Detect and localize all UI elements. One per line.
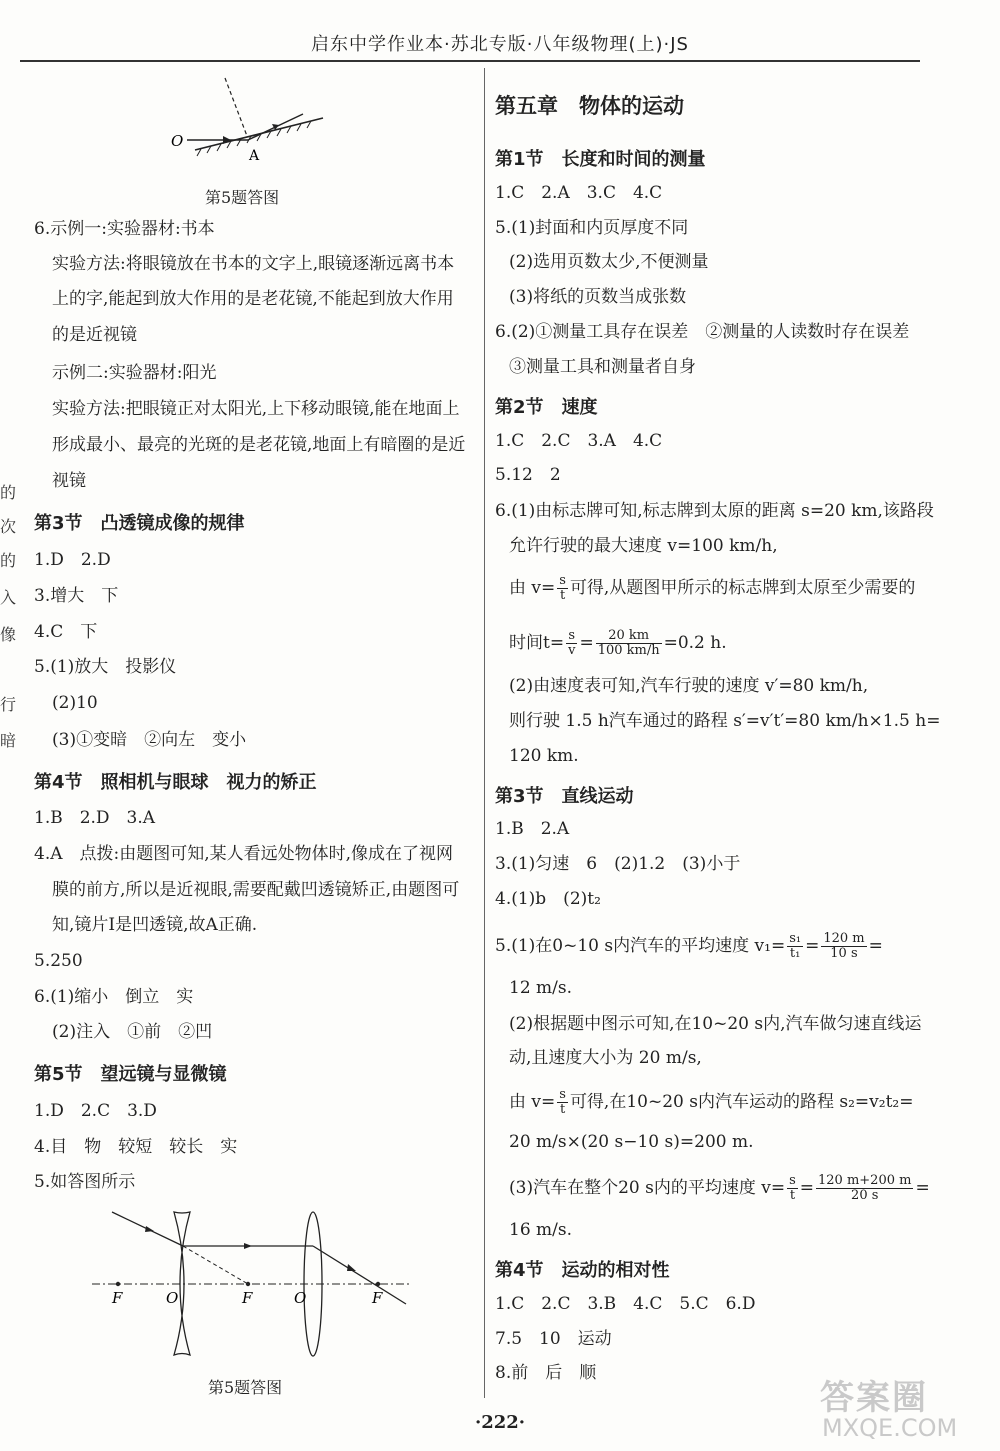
- answer-line: (2)10: [52, 693, 98, 713]
- chapter-title: 第五章 物体的运动: [495, 94, 684, 118]
- answer-line: 5.250: [34, 951, 83, 971]
- focus-label: F: [242, 1289, 253, 1307]
- section-title: 第5节 望远镜与显微镜: [34, 1064, 227, 1085]
- answer-line: 6.(2)①测量工具存在误差 ②测量的人读数时存在误差: [495, 322, 910, 342]
- answer-line: 7.5 10 运动: [495, 1329, 612, 1349]
- normal-line: [225, 78, 247, 136]
- running-header: 启东中学作业本·苏北专版·八年级物理(上)·JS: [311, 34, 689, 55]
- lens-diagram: [88, 1200, 418, 1360]
- formula-line: (3)汽车在整个20 s内的平均速度 v= $\frac{s}{t}$ = $\frac{120 m+200 m}{20 s}$ =: [509, 1173, 930, 1203]
- answer-line: (2)选用页数太少,不便测量: [509, 252, 709, 272]
- fraction: $\frac{20 km}{100 km/h}$: [597, 628, 660, 658]
- center-label: O: [166, 1289, 179, 1307]
- figure-caption: 第5题答图: [208, 1378, 283, 1397]
- edge-char: 的: [0, 551, 17, 570]
- section-title: 第1节 长度和时间的测量: [495, 149, 706, 170]
- answer-line: 1.D 2.D: [34, 550, 111, 570]
- answer-line: (3)将纸的页数当成张数: [509, 287, 687, 307]
- formula-line: 时间t= $\frac{s}{v}$ = $\frac{20 km}{100 km/h}$ =0.2 h.: [509, 628, 727, 658]
- answer-line: 1.C 2.C 3.A 4.C: [495, 431, 663, 451]
- edge-char: 像: [0, 625, 17, 644]
- answer-line: 6.示例一:实验器材:书本: [34, 219, 215, 239]
- answer-line: 实验方法:把眼镜正对太阳光,上下移动眼镜,能在地面上: [52, 399, 460, 419]
- section-title: 第4节 运动的相对性: [495, 1260, 670, 1281]
- section-title: 第3节 直线运动: [495, 786, 634, 807]
- edge-char: 入: [0, 588, 17, 607]
- point-a-label: A: [249, 148, 260, 164]
- answer-line: (2)由速度表可知,汽车行驶的速度 v′=80 km/h,: [509, 676, 869, 696]
- answer-line: 实验方法:将眼镜放在书本的文字上,眼镜逐渐远离书本: [52, 254, 455, 274]
- answer-line: 5.12 2: [495, 465, 561, 485]
- point-o-label: O: [171, 132, 184, 150]
- answer-line: (2)注入 ①前 ②凹: [52, 1022, 213, 1042]
- edge-char: 行: [0, 695, 17, 714]
- column-divider: [484, 68, 485, 1398]
- answer-line: 示例二:实验器材:阳光: [52, 363, 217, 383]
- answer-line: 6.(1)缩小 倒立 实: [34, 987, 194, 1007]
- watermark-logo: 答案圈: [820, 1378, 928, 1418]
- answer-line: 4.目 物 较短 较长 实: [34, 1137, 238, 1157]
- answer-line: 3.增大 下: [34, 586, 119, 606]
- answer-line: 1.C 2.C 3.B 4.C 5.C 6.D: [495, 1294, 756, 1314]
- answer-line: 1.D 2.C 3.D: [34, 1101, 157, 1121]
- center-label: O: [294, 1289, 307, 1307]
- fraction: $\frac{120 m}{10 s}$: [823, 931, 865, 961]
- answer-line: 允许行驶的最大速度 v=100 km/h,: [509, 536, 778, 556]
- reflection-diagram: [165, 70, 335, 170]
- answer-line: 5.如答图所示: [34, 1172, 136, 1192]
- watermark-url: MXQE.COM: [822, 1414, 958, 1442]
- fraction: $\frac{\text{s₁}}{\text{t₁}}$: [789, 931, 802, 961]
- mirror-surface: [195, 118, 323, 150]
- focus-label: F: [112, 1289, 123, 1307]
- header-rule: [20, 60, 920, 62]
- answer-line: 动,且速度大小为 20 m/s,: [509, 1048, 702, 1068]
- edge-char: 的: [0, 483, 17, 502]
- answer-line: 视镜: [52, 471, 86, 491]
- answer-line: 1.B 2.A: [495, 819, 570, 839]
- answer-line: 的是近视镜: [52, 325, 137, 345]
- answer-line: 16 m/s.: [509, 1220, 573, 1240]
- answer-line: 上的字,能起到放大作用的是老花镜,不能起到放大作用: [52, 289, 454, 309]
- answer-line: 8.前 后 顺: [495, 1363, 597, 1383]
- formula-line: 由 v= $\frac{s}{t}$ 可得,从题图甲所示的标志牌到太原至少需要的: [509, 573, 916, 603]
- answer-line: (3)①变暗 ②向左 变小: [52, 730, 247, 750]
- formula-line: 5.(1)在0~10 s内汽车的平均速度 v₁= $\frac{\text{s₁}}{\text{t₁}}$ = $\frac{120 m}{10 s}$ =: [495, 931, 883, 961]
- focus-label: F: [372, 1289, 383, 1307]
- answer-line: 6.(1)由标志牌可知,标志牌到太原的距离 s=20 km,该路段: [495, 501, 934, 521]
- section-title: 第4节 照相机与眼球 视力的矫正: [34, 772, 317, 793]
- answer-line: ③测量工具和测量者自身: [509, 357, 696, 377]
- figure-caption: 第5题答图: [205, 188, 280, 207]
- extension-line: [183, 1246, 248, 1284]
- edge-char: 暗: [0, 731, 17, 750]
- fraction: $\frac{s}{t}$: [559, 573, 566, 603]
- answer-line: (2)根据题中图示可知,在10~20 s内,汽车做匀速直线运: [509, 1014, 922, 1034]
- answer-line: 形成最小、最亮的光斑的是老花镜,地面上有暗圈的是近: [52, 435, 466, 455]
- section-title: 第3节 凸透镜成像的规律: [34, 513, 245, 534]
- answer-line: 3.(1)匀速 6 (2)1.2 (3)小于: [495, 854, 741, 874]
- fraction: $\frac{120 m+200 m}{20 s}$: [818, 1173, 912, 1203]
- answer-line: 120 km.: [509, 746, 579, 766]
- answer-line: 4.A 点拨:由题图可知,某人看远处物体时,像成在了视网: [34, 844, 454, 864]
- answer-line: 5.(1)封面和内页厚度不同: [495, 218, 689, 238]
- answer-line: 则行驶 1.5 h汽车通过的路程 s′=v′t′=80 km/h×1.5 h=: [509, 711, 941, 731]
- formula-line: 由 v= $\frac{s}{t}$ 可得,在10~20 s内汽车运动的路程 s₂=v₂t₂=: [509, 1087, 914, 1117]
- answer-line: 12 m/s.: [509, 978, 573, 998]
- fraction: $\frac{s}{t}$: [789, 1173, 796, 1203]
- fraction: $\frac{s}{v}$: [568, 628, 576, 658]
- section-title: 第2节 速度: [495, 397, 598, 418]
- answer-line: 5.(1)放大 投影仪: [34, 657, 177, 677]
- exit-ray: [313, 1246, 406, 1304]
- fraction: $\frac{s}{t}$: [559, 1087, 566, 1117]
- edge-char: 次: [0, 517, 17, 536]
- answer-line: 20 m/s×(20 s−10 s)=200 m.: [509, 1132, 754, 1152]
- answer-line: 1.C 2.A 3.C 4.C: [495, 183, 663, 203]
- answer-line: 4.(1)b (2)t₂: [495, 889, 601, 909]
- answer-line: 4.C 下: [34, 622, 98, 642]
- answer-line: 1.B 2.D 3.A: [34, 808, 156, 828]
- answer-line: 膜的前方,所以是近视眼,需要配戴凹透镜矫正,由题图可: [52, 880, 460, 900]
- page-number: ·222·: [474, 1412, 526, 1433]
- answer-line: 知,镜片Ⅰ是凹透镜,故A正确.: [52, 915, 258, 935]
